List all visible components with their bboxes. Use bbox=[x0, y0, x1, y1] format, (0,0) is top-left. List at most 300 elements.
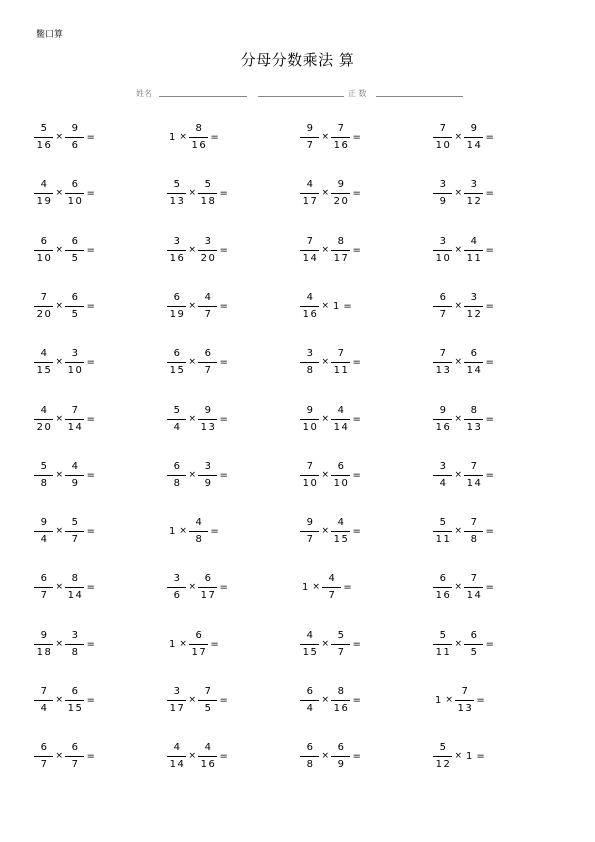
fraction bbox=[456, 687, 474, 714]
denominator: 10 bbox=[67, 196, 84, 207]
multiply-sign: × bbox=[55, 188, 64, 198]
multiply-sign: × bbox=[312, 582, 320, 592]
fraction bbox=[465, 124, 483, 151]
denominator: 15 bbox=[333, 534, 350, 545]
fraction bbox=[199, 293, 217, 320]
multiply-sign: × bbox=[55, 301, 64, 311]
problem bbox=[434, 124, 494, 151]
denominator: 15 bbox=[67, 703, 84, 714]
fraction bbox=[332, 631, 350, 658]
fraction bbox=[301, 462, 319, 489]
problem bbox=[434, 406, 494, 433]
denominator: 15 bbox=[169, 365, 186, 376]
numerator: 6 bbox=[337, 742, 346, 753]
numerator: 4 bbox=[306, 630, 315, 641]
numerator: 4 bbox=[306, 292, 315, 303]
numerator: 7 bbox=[470, 517, 479, 528]
name-label: 姓名 bbox=[136, 89, 152, 98]
problem bbox=[168, 518, 219, 545]
fraction bbox=[301, 124, 319, 151]
fraction bbox=[199, 743, 217, 770]
problem bbox=[301, 180, 361, 207]
problem bbox=[434, 631, 494, 658]
denominator: 10 bbox=[435, 253, 452, 264]
problem bbox=[301, 687, 361, 714]
denominator: 14 bbox=[333, 422, 350, 433]
problem bbox=[168, 180, 228, 207]
multiply-sign: × bbox=[454, 357, 463, 367]
denominator: 11 bbox=[333, 365, 350, 376]
equals-sign: = bbox=[86, 694, 95, 706]
denominator: 13 bbox=[169, 196, 186, 207]
denominator: 12 bbox=[466, 309, 483, 320]
fraction bbox=[168, 406, 186, 433]
equals-sign: = bbox=[476, 694, 485, 706]
fraction bbox=[332, 406, 350, 433]
numerator: 6 bbox=[306, 686, 315, 697]
equals-sign: = bbox=[352, 469, 361, 481]
numerator: 8 bbox=[337, 686, 346, 697]
equals-sign: = bbox=[352, 356, 361, 368]
denominator: 16 bbox=[333, 140, 350, 151]
equals-sign: = bbox=[485, 244, 494, 256]
numerator: 9 bbox=[470, 123, 479, 134]
multiply-sign: × bbox=[454, 470, 463, 480]
multiply-sign: × bbox=[188, 582, 197, 592]
numerator: 9 bbox=[40, 517, 49, 528]
numerator: 9 bbox=[439, 405, 448, 416]
denominator: 17 bbox=[302, 196, 319, 207]
equals-sign: = bbox=[352, 525, 361, 537]
fraction bbox=[35, 124, 53, 151]
multiply-sign: × bbox=[55, 357, 64, 367]
fraction bbox=[35, 293, 53, 320]
multiply-sign: × bbox=[55, 132, 64, 142]
numerator: 5 bbox=[40, 461, 49, 472]
multiply-sign: × bbox=[188, 695, 197, 705]
fraction bbox=[35, 518, 53, 545]
whole-number: 1 bbox=[169, 638, 176, 650]
numerator: 4 bbox=[204, 292, 213, 303]
fraction bbox=[465, 349, 483, 376]
numerator: 3 bbox=[71, 348, 80, 359]
numerator: 6 bbox=[173, 461, 182, 472]
numerator: 7 bbox=[337, 123, 346, 134]
denominator: 8 bbox=[306, 365, 315, 376]
denominator: 5 bbox=[204, 703, 213, 714]
denominator: 7 bbox=[71, 759, 80, 770]
fraction bbox=[332, 687, 350, 714]
denominator: 9 bbox=[337, 759, 346, 770]
denominator: 5 bbox=[470, 647, 479, 658]
denominator: 13 bbox=[200, 422, 217, 433]
denominator: 16 bbox=[333, 703, 350, 714]
equals-sign: = bbox=[86, 469, 95, 481]
fraction bbox=[465, 462, 483, 489]
denominator: 9 bbox=[439, 196, 448, 207]
problem bbox=[301, 462, 361, 489]
fraction bbox=[168, 293, 186, 320]
fraction bbox=[332, 124, 350, 151]
equals-sign: = bbox=[219, 581, 228, 593]
fraction bbox=[434, 574, 452, 601]
denominator: 20 bbox=[36, 309, 53, 320]
equals-sign: = bbox=[210, 525, 219, 537]
fraction bbox=[35, 743, 53, 770]
fraction bbox=[465, 180, 483, 207]
numerator: 3 bbox=[439, 236, 448, 247]
denominator: 16 bbox=[302, 309, 319, 320]
numerator: 7 bbox=[461, 686, 470, 697]
problem bbox=[35, 237, 95, 264]
denominator: 14 bbox=[302, 253, 319, 264]
denominator: 10 bbox=[333, 478, 350, 489]
denominator: 16 bbox=[191, 140, 208, 151]
problem bbox=[35, 743, 95, 770]
fraction bbox=[301, 237, 319, 264]
numerator: 4 bbox=[204, 742, 213, 753]
fraction bbox=[168, 349, 186, 376]
fraction bbox=[168, 574, 186, 601]
denominator: 20 bbox=[200, 253, 217, 264]
multiply-sign: × bbox=[454, 751, 463, 761]
fraction bbox=[301, 743, 319, 770]
fraction bbox=[168, 687, 186, 714]
fraction bbox=[66, 518, 84, 545]
numerator: 3 bbox=[439, 461, 448, 472]
multiply-sign: × bbox=[188, 751, 197, 761]
numerator: 5 bbox=[439, 630, 448, 641]
numerator: 5 bbox=[439, 517, 448, 528]
problem bbox=[301, 406, 361, 433]
fraction bbox=[465, 518, 483, 545]
multiply-sign: × bbox=[55, 639, 64, 649]
numerator: 4 bbox=[306, 179, 315, 190]
problem bbox=[35, 631, 95, 658]
multiply-sign: × bbox=[454, 582, 463, 592]
numerator: 3 bbox=[306, 348, 315, 359]
fraction bbox=[199, 237, 217, 264]
fraction bbox=[434, 631, 452, 658]
multiply-sign: × bbox=[188, 301, 197, 311]
denominator: 11 bbox=[466, 253, 483, 264]
numerator: 9 bbox=[71, 123, 80, 134]
fraction bbox=[199, 687, 217, 714]
problem bbox=[35, 406, 95, 433]
numerator: 6 bbox=[439, 292, 448, 303]
denominator: 9 bbox=[204, 478, 213, 489]
denominator: 16 bbox=[435, 590, 452, 601]
problem bbox=[168, 293, 228, 320]
numerator: 9 bbox=[337, 179, 346, 190]
fraction bbox=[35, 462, 53, 489]
fraction bbox=[323, 574, 341, 601]
multiply-sign: × bbox=[454, 132, 463, 142]
numerator: 3 bbox=[470, 179, 479, 190]
fraction bbox=[434, 293, 452, 320]
problem bbox=[168, 743, 228, 770]
numerator: 9 bbox=[204, 405, 213, 416]
problem bbox=[301, 293, 352, 320]
denominator: 5 bbox=[71, 253, 80, 264]
denominator: 8 bbox=[71, 647, 80, 658]
denominator: 7 bbox=[306, 140, 315, 151]
equals-sign: = bbox=[219, 187, 228, 199]
class-line bbox=[258, 96, 344, 97]
denominator: 19 bbox=[36, 196, 53, 207]
fraction bbox=[66, 406, 84, 433]
numerator: 6 bbox=[173, 348, 182, 359]
multiply-sign: × bbox=[445, 695, 453, 705]
problem bbox=[35, 293, 95, 320]
fraction bbox=[66, 687, 84, 714]
problem bbox=[168, 631, 219, 658]
equals-sign: = bbox=[485, 187, 494, 199]
numerator: 3 bbox=[173, 236, 182, 247]
score-label: 正 数 bbox=[348, 89, 367, 98]
multiply-sign: × bbox=[179, 639, 187, 649]
numerator: 5 bbox=[173, 405, 182, 416]
denominator: 10 bbox=[67, 365, 84, 376]
numerator: 5 bbox=[71, 517, 80, 528]
whole-number: 1 bbox=[302, 581, 309, 593]
fraction bbox=[66, 237, 84, 264]
equals-sign: = bbox=[219, 356, 228, 368]
fraction bbox=[301, 406, 319, 433]
problem bbox=[35, 124, 95, 151]
problem bbox=[434, 743, 485, 770]
problem bbox=[168, 574, 228, 601]
denominator: 16 bbox=[169, 253, 186, 264]
denominator: 17 bbox=[191, 647, 208, 658]
multiply-sign: × bbox=[454, 301, 463, 311]
numerator: 4 bbox=[337, 405, 346, 416]
denominator: 7 bbox=[337, 647, 346, 658]
denominator: 14 bbox=[169, 759, 186, 770]
multiply-sign: × bbox=[179, 526, 187, 536]
equals-sign: = bbox=[352, 750, 361, 762]
numerator: 7 bbox=[439, 123, 448, 134]
fraction bbox=[465, 631, 483, 658]
fraction bbox=[434, 124, 452, 151]
numerator: 4 bbox=[337, 517, 346, 528]
fraction bbox=[168, 743, 186, 770]
whole-number: 1 bbox=[169, 525, 176, 537]
multiply-sign: × bbox=[321, 526, 330, 536]
fraction bbox=[199, 406, 217, 433]
problem bbox=[434, 518, 494, 545]
numerator: 6 bbox=[71, 236, 80, 247]
denominator: 7 bbox=[439, 309, 448, 320]
fraction bbox=[332, 743, 350, 770]
problem bbox=[434, 687, 485, 714]
denominator: 14 bbox=[466, 365, 483, 376]
multiply-sign: × bbox=[321, 695, 330, 705]
numerator: 4 bbox=[328, 573, 337, 584]
multiply-sign: × bbox=[321, 470, 330, 480]
denominator: 10 bbox=[302, 478, 319, 489]
worksheet-title: 分母分数乘法 算 bbox=[240, 51, 355, 69]
numerator: 7 bbox=[40, 686, 49, 697]
problem bbox=[301, 574, 352, 601]
equals-sign: = bbox=[219, 244, 228, 256]
fraction bbox=[35, 631, 53, 658]
equals-sign: = bbox=[210, 131, 219, 143]
numerator: 6 bbox=[306, 742, 315, 753]
numerator: 4 bbox=[40, 405, 49, 416]
problem bbox=[301, 124, 361, 151]
problem bbox=[35, 462, 95, 489]
problem bbox=[434, 237, 494, 264]
whole-number: 1 bbox=[435, 694, 442, 706]
numerator: 6 bbox=[71, 292, 80, 303]
equals-sign: = bbox=[352, 187, 361, 199]
numerator: 5 bbox=[173, 179, 182, 190]
denominator: 13 bbox=[466, 422, 483, 433]
numerator: 8 bbox=[470, 405, 479, 416]
fraction bbox=[434, 180, 452, 207]
problem bbox=[301, 743, 361, 770]
fraction bbox=[35, 687, 53, 714]
denominator: 16 bbox=[435, 422, 452, 433]
numerator: 6 bbox=[71, 179, 80, 190]
fraction bbox=[66, 124, 84, 151]
denominator: 16 bbox=[200, 759, 217, 770]
numerator: 5 bbox=[337, 630, 346, 641]
fraction bbox=[465, 293, 483, 320]
numerator: 7 bbox=[306, 236, 315, 247]
multiply-sign: × bbox=[55, 582, 64, 592]
equals-sign: = bbox=[485, 469, 494, 481]
denominator: 7 bbox=[306, 534, 315, 545]
fraction bbox=[434, 462, 452, 489]
numerator: 8 bbox=[195, 123, 204, 134]
numerator: 6 bbox=[40, 236, 49, 247]
fraction bbox=[66, 180, 84, 207]
numerator: 6 bbox=[470, 348, 479, 359]
multiply-sign: × bbox=[55, 695, 64, 705]
fraction bbox=[465, 237, 483, 264]
denominator: 20 bbox=[333, 196, 350, 207]
fraction bbox=[434, 743, 452, 770]
numerator: 4 bbox=[71, 461, 80, 472]
equals-sign: = bbox=[343, 581, 352, 593]
numerator: 6 bbox=[173, 292, 182, 303]
denominator: 5 bbox=[71, 309, 80, 320]
fraction bbox=[434, 237, 452, 264]
equals-sign: = bbox=[86, 244, 95, 256]
equals-sign: = bbox=[476, 750, 485, 762]
numerator: 7 bbox=[337, 348, 346, 359]
numerator: 3 bbox=[470, 292, 479, 303]
problem bbox=[35, 518, 95, 545]
fraction bbox=[301, 180, 319, 207]
denominator: 20 bbox=[36, 422, 53, 433]
numerator: 3 bbox=[173, 686, 182, 697]
fraction bbox=[66, 349, 84, 376]
numerator: 4 bbox=[173, 742, 182, 753]
denominator: 7 bbox=[40, 759, 49, 770]
equals-sign: = bbox=[86, 131, 95, 143]
whole-number: 1 bbox=[169, 131, 176, 143]
numerator: 9 bbox=[306, 517, 315, 528]
fraction bbox=[465, 406, 483, 433]
multiply-sign: × bbox=[321, 357, 330, 367]
denominator: 18 bbox=[36, 647, 53, 658]
numerator: 7 bbox=[306, 461, 315, 472]
equals-sign: = bbox=[219, 694, 228, 706]
numerator: 9 bbox=[306, 123, 315, 134]
equals-sign: = bbox=[485, 413, 494, 425]
fraction bbox=[434, 406, 452, 433]
denominator: 14 bbox=[466, 590, 483, 601]
denominator: 15 bbox=[36, 365, 53, 376]
denominator: 11 bbox=[435, 647, 452, 658]
multiply-sign: × bbox=[454, 414, 463, 424]
fraction bbox=[301, 687, 319, 714]
multiply-sign: × bbox=[321, 414, 330, 424]
denominator: 10 bbox=[36, 253, 53, 264]
problem bbox=[168, 124, 219, 151]
fraction bbox=[199, 574, 217, 601]
denominator: 4 bbox=[306, 703, 315, 714]
denominator: 13 bbox=[435, 365, 452, 376]
score-line bbox=[376, 96, 463, 97]
denominator: 7 bbox=[204, 365, 213, 376]
equals-sign: = bbox=[352, 638, 361, 650]
multiply-sign: × bbox=[188, 357, 197, 367]
fraction bbox=[332, 180, 350, 207]
fraction bbox=[301, 518, 319, 545]
fraction bbox=[301, 631, 319, 658]
equals-sign: = bbox=[352, 131, 361, 143]
fraction bbox=[35, 349, 53, 376]
numerator: 6 bbox=[71, 742, 80, 753]
denominator: 8 bbox=[195, 534, 204, 545]
denominator: 7 bbox=[328, 590, 337, 601]
problem bbox=[35, 349, 95, 376]
numerator: 6 bbox=[40, 573, 49, 584]
fraction bbox=[190, 518, 208, 545]
denominator: 7 bbox=[71, 534, 80, 545]
numerator: 6 bbox=[337, 461, 346, 472]
multiply-sign: × bbox=[55, 751, 64, 761]
fraction bbox=[190, 631, 208, 658]
numerator: 5 bbox=[40, 123, 49, 134]
numerator: 3 bbox=[173, 573, 182, 584]
multiply-sign: × bbox=[321, 188, 330, 198]
denominator: 6 bbox=[71, 140, 80, 151]
denominator: 11 bbox=[435, 534, 452, 545]
denominator: 17 bbox=[200, 590, 217, 601]
fraction bbox=[168, 180, 186, 207]
numerator: 6 bbox=[470, 630, 479, 641]
numerator: 8 bbox=[71, 573, 80, 584]
denominator: 7 bbox=[40, 590, 49, 601]
denominator: 14 bbox=[466, 478, 483, 489]
denominator: 12 bbox=[466, 196, 483, 207]
denominator: 8 bbox=[40, 478, 49, 489]
problem bbox=[168, 349, 228, 376]
equals-sign: = bbox=[352, 413, 361, 425]
multiply-sign: × bbox=[188, 414, 197, 424]
equals-sign: = bbox=[485, 581, 494, 593]
equals-sign: = bbox=[86, 300, 95, 312]
problem bbox=[168, 687, 228, 714]
problem bbox=[301, 237, 361, 264]
fraction bbox=[199, 462, 217, 489]
multiply-sign: × bbox=[55, 470, 64, 480]
